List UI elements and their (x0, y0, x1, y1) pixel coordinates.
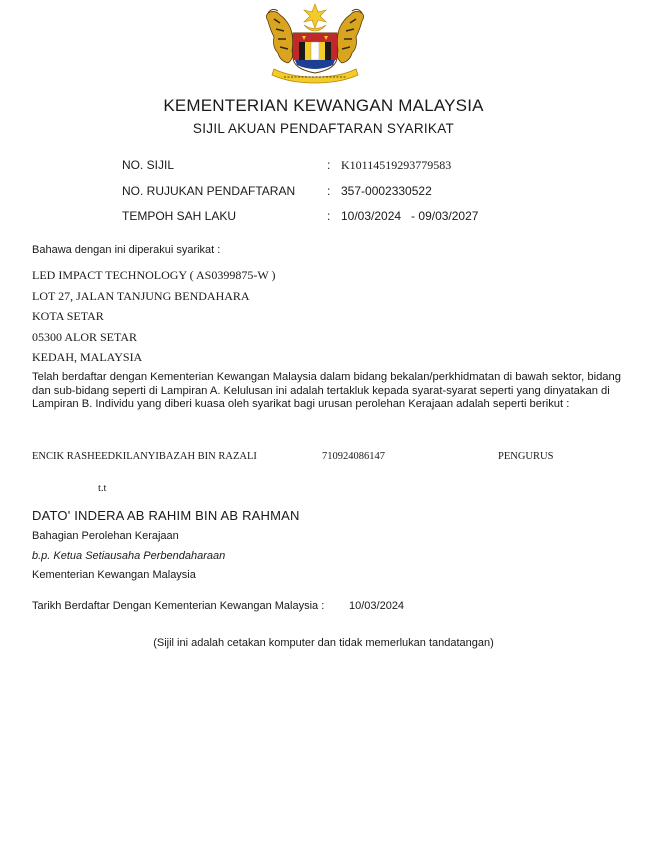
ref-no-colon: : (327, 184, 331, 198)
address-line-2: KOTA SETAR (32, 309, 104, 323)
crest-star (304, 4, 326, 28)
authorized-person-name: ENCIK RASHEEDKILANYIBAZAH BIN RAZALI (32, 451, 257, 462)
signatory-department: Bahagian Perolehan Kerajaan (32, 530, 179, 542)
tt-mark: t.t (98, 483, 107, 494)
malaysia-coat-of-arms (260, 3, 370, 85)
authorized-person-role: PENGURUS (498, 451, 554, 462)
signatory-ministry: Kementerian Kewangan Malaysia (32, 569, 196, 581)
registration-date-value: 10/03/2024 (349, 600, 405, 612)
validity-label: TEMPOH SAH LAKU (122, 209, 237, 223)
right-tiger (337, 9, 363, 63)
registration-paragraph: Telah berdaftar dengan Kementerian Kewangan Malaysia dalam bidang bekalan/perkhidmatan di bawah sektor, bidang dan sub-bidang seperti di Lampiran A. Kelulusan ini adalah tertakluk kepada syarat-syarat seperti yang dinyatakan di Lampiran B. Individu yang diberi kuasa oleh syarikat bagi urusan perolehan Kerajaan adalah seperti berikut : (32, 371, 621, 410)
signatory-behalf: b.p. Ketua Setiausaha Perbendaharaan (32, 550, 226, 562)
validity-value: 10/03/2024 - 09/03/2027 (341, 209, 479, 223)
validity-colon: : (327, 209, 331, 223)
ref-no-value: 357-0002330522 (341, 184, 432, 198)
address-line-1: LOT 27, JALAN TANJUNG BENDAHARA (32, 289, 250, 303)
intro-text: Bahawa dengan ini diperakui syarikat : (32, 244, 221, 256)
computer-generated-note: (Sijil ini adalah cetakan komputer dan tidak memerlukan tandatangan) (153, 637, 494, 649)
address-line-4: KEDAH, MALAYSIA (32, 350, 143, 364)
signatory-name: DATO' INDERA AB RAHIM BIN AB RAHMAN (32, 508, 300, 523)
certificate-title: SIJIL AKUAN PENDAFTARAN SYARIKAT (192, 121, 455, 136)
registration-date-label: Tarikh Berdaftar Dengan Kementerian Kewangan Malaysia : (32, 600, 325, 612)
ministry-title: KEMENTERIAN KEWANGAN MALAYSIA (163, 96, 484, 115)
crest-shield (293, 33, 337, 73)
company-name: LED IMPACT TECHNOLOGY ( AS0399875-W ) (32, 268, 276, 282)
ref-no-label: NO. RUJUKAN PENDAFTARAN (122, 184, 296, 198)
left-tiger (266, 9, 292, 63)
cert-no-label: NO. SIJIL (122, 158, 175, 172)
authorized-person-ic: 710924086147 (322, 451, 385, 462)
address-line-3: 05300 ALOR SETAR (32, 330, 138, 344)
cert-no-colon: : (327, 158, 331, 172)
cert-no-value: K10114519293779583 (341, 158, 452, 172)
